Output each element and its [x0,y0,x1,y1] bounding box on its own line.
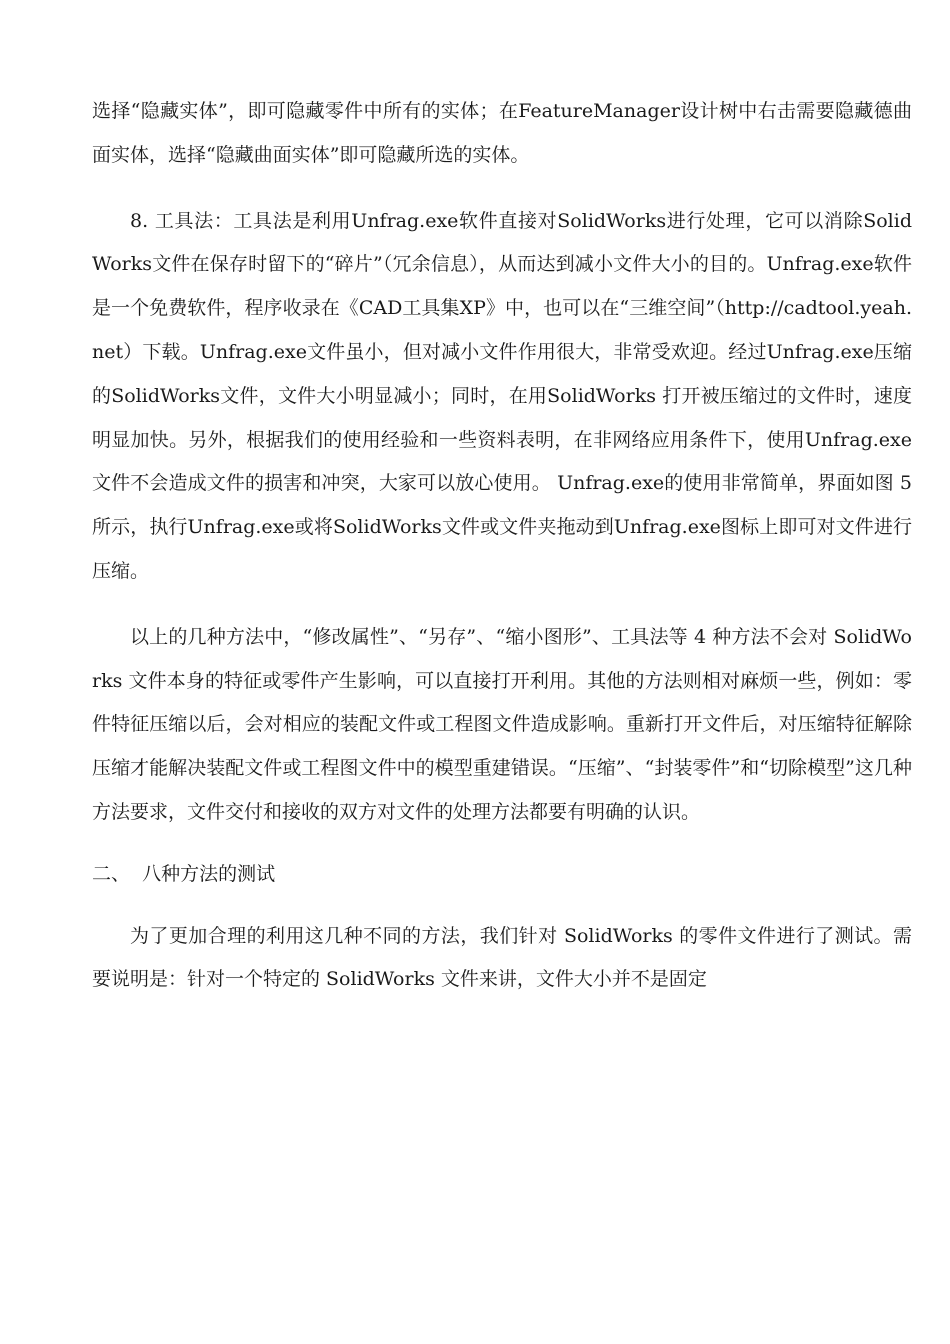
document-page [92,90,912,1002]
paragraph-hide-bodies: 选择“隐藏实体”，即可隐藏零件中所有的实体；在FeatureManager设计树中右击需要隐藏德曲面实体，选择“隐藏曲面实体”即可隐藏所选的实体。 [92,100,912,166]
paragraph-test-intro: 为了更加合理的利用这几种不同的方法，我们针对 SolidWorks 的零件文件进行了测试。需要说明是：针对一个特定的 SolidWorks 文件来讲，文件大小并不是固定 [92,924,912,991]
section-heading: 二、 八种方法的测试 [92,862,276,885]
paragraph-gap [92,835,912,853]
paragraph-gap [92,594,912,616]
paragraph-gap [92,178,912,200]
paragraph-gap [92,897,912,915]
paragraph-summary: 以上的几种方法中，“修改属性”、“另存”、“缩小图形”、工具法等 4 种方法不会对 SolidWorks 文件本身的特征或零件产生影响，可以直接打开利用。其他的方法则相对麻烦一些，例如：零件特征压缩以后，会对相应的装配文件或工程图文件造成影响。重新打开文件后，对压缩特征解除压缩才能解决装配文件或工程图文件中的模型重建错误。“压缩”、“封装零件”和“切除模型”这几种方法要求，文件交付和接收的双方对文件的处理方法都要有明确的认识。 [92,625,912,823]
paragraph-tool-method: 8. 工具法：工具法是利用Unfrag.exe软件直接对SolidWorks进行处理，它可以消除SolidWorks文件在保存时留下的“碎片”（冗余信息），从而达到减小文件大小的目的。Unfrag.exe软件是一个免费软件，程序收录在《CAD工具集XP》中，也可以在“三维空间”（http://cadtool.yeah.net）下载。Unfrag.exe文件虽小，但对减小文件作用很大，非常受欢迎。经过Unfrag.exe压缩的SolidWorks文件，文件大小明显减小；同时，在用SolidWorks 打开被压缩过的文件时，速度明显加快。另外，根据我们的使用经验和一些资料表明，在非网络应用条件下，使用Unfrag.exe文件不会造成文件的损害和冲突，大家可以放心使用。 Unfrag.exe的使用非常简单，界面如图 5 所示，执行Unfrag.exe或将SolidWorks文件或文件夹拖动到Unfrag.exe图标上即可对文件进行压缩。 [92,209,912,582]
